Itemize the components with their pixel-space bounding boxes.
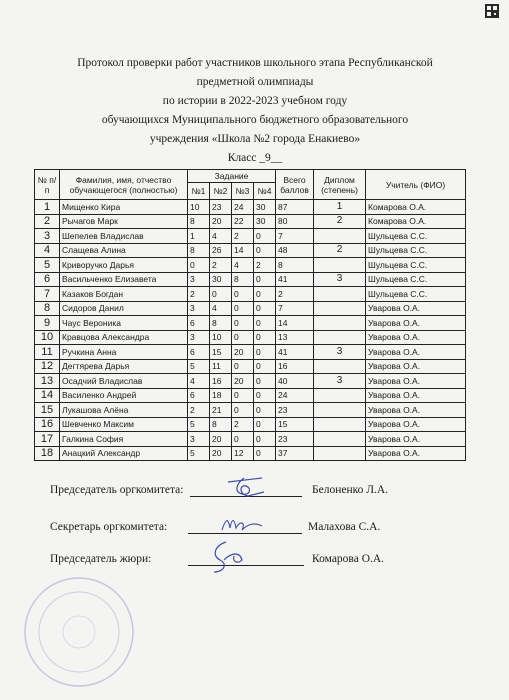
signature-role: Секретарь оргкомитета: bbox=[50, 521, 168, 533]
handwritten-signature-2 bbox=[218, 512, 270, 538]
task-4-score: 0 bbox=[254, 417, 276, 432]
row-number: 3 bbox=[35, 229, 60, 244]
diploma-degree: 2 bbox=[314, 243, 366, 258]
total-score: 2 bbox=[276, 287, 314, 302]
student-name: Галкина София bbox=[60, 432, 188, 447]
task-3-score: 22 bbox=[232, 214, 254, 229]
task-3-score: 0 bbox=[232, 316, 254, 331]
task-3-score: 2 bbox=[232, 417, 254, 432]
total-score: 14 bbox=[276, 316, 314, 331]
header-diploma: Диплом (степень) bbox=[314, 170, 366, 200]
table-row bbox=[35, 214, 466, 229]
total-score: 40 bbox=[276, 374, 314, 389]
task-3-score: 4 bbox=[232, 258, 254, 273]
task-2-score: 21 bbox=[210, 403, 232, 418]
task-2-score: 2 bbox=[210, 258, 232, 273]
task-3-score: 0 bbox=[232, 388, 254, 403]
round-stamp-icon bbox=[14, 572, 144, 692]
student-name: Рычагов Марк bbox=[60, 214, 188, 229]
task-1-score: 3 bbox=[188, 301, 210, 316]
total-score: 87 bbox=[276, 200, 314, 215]
teacher-name: Шульцева С.С. bbox=[366, 243, 466, 258]
student-name: Лукашова Алёна bbox=[60, 403, 188, 418]
task-2-score: 4 bbox=[210, 229, 232, 244]
task-4-score: 0 bbox=[254, 316, 276, 331]
task-2-score: 20 bbox=[210, 432, 232, 447]
table-row bbox=[35, 200, 466, 215]
task-4-score: 0 bbox=[254, 301, 276, 316]
table-row bbox=[35, 287, 466, 302]
row-number: 4 bbox=[35, 243, 60, 258]
task-3-score: 0 bbox=[232, 301, 254, 316]
teacher-name: Уварова О.А. bbox=[366, 316, 466, 331]
signature-role: Председатель оргкомитета: bbox=[50, 484, 184, 496]
header-task: Задание bbox=[188, 170, 276, 183]
diploma-degree: 3 bbox=[314, 272, 366, 287]
row-number: 12 bbox=[35, 359, 60, 374]
student-name: Криворучко Дарья bbox=[60, 258, 188, 273]
task-1-score: 5 bbox=[188, 446, 210, 461]
title-line: обучающихся Муниципального бюджетного образовательного bbox=[101, 114, 409, 126]
diploma-degree bbox=[314, 403, 366, 418]
task-2-score: 4 bbox=[210, 301, 232, 316]
task-1-score: 1 bbox=[188, 229, 210, 244]
signature-name: Малахова С.А. bbox=[308, 521, 381, 533]
row-number: 18 bbox=[35, 446, 60, 461]
header-task-2: №2 bbox=[210, 183, 232, 200]
diploma-degree bbox=[314, 446, 366, 461]
task-2-score: 18 bbox=[210, 388, 232, 403]
total-score: 13 bbox=[276, 330, 314, 345]
task-1-score: 5 bbox=[188, 359, 210, 374]
total-score: 16 bbox=[276, 359, 314, 374]
task-3-score: 0 bbox=[232, 359, 254, 374]
table-row bbox=[35, 345, 466, 360]
diploma-degree bbox=[314, 316, 366, 331]
row-number: 1 bbox=[35, 200, 60, 215]
task-2-score: 23 bbox=[210, 200, 232, 215]
task-2-score: 11 bbox=[210, 359, 232, 374]
header-name: Фамилия, имя, отчество обучающегося (полностью) bbox=[60, 170, 188, 200]
handwritten-signature-3 bbox=[206, 538, 250, 576]
task-2-score: 16 bbox=[210, 374, 232, 389]
student-name: Шепелев Владислав bbox=[60, 229, 188, 244]
signature-name: Комарова О.А. bbox=[312, 553, 385, 565]
task-3-score: 0 bbox=[232, 432, 254, 447]
task-2-score: 30 bbox=[210, 272, 232, 287]
teacher-name: Комарова О.А. bbox=[366, 200, 466, 215]
task-2-score: 0 bbox=[210, 287, 232, 302]
header-task-1: №1 bbox=[188, 183, 210, 200]
table-row bbox=[35, 301, 466, 316]
task-1-score: 0 bbox=[188, 258, 210, 273]
student-name: Кравцова Александра bbox=[60, 330, 188, 345]
teacher-name: Уварова О.А. bbox=[366, 301, 466, 316]
student-name: Чаус Вероника bbox=[60, 316, 188, 331]
task-1-score: 6 bbox=[188, 388, 210, 403]
student-name: Слащева Алина bbox=[60, 243, 188, 258]
teacher-name: Уварова О.А. bbox=[366, 403, 466, 418]
diploma-degree bbox=[314, 258, 366, 273]
task-4-score: 0 bbox=[254, 272, 276, 287]
student-name: Казаков Богдан bbox=[60, 287, 188, 302]
task-2-score: 8 bbox=[210, 417, 232, 432]
diploma-degree: 3 bbox=[314, 345, 366, 360]
total-score: 48 bbox=[276, 243, 314, 258]
signature-role: Председатель жюри: bbox=[50, 553, 152, 565]
task-1-score: 3 bbox=[188, 272, 210, 287]
header-total: Всего баллов bbox=[276, 170, 314, 200]
title-line: Протокол проверки работ участников школьного этапа Республиканской bbox=[77, 57, 433, 69]
total-score: 7 bbox=[276, 301, 314, 316]
row-number: 5 bbox=[35, 258, 60, 273]
table-row bbox=[35, 388, 466, 403]
row-number: 11 bbox=[35, 345, 60, 360]
diploma-degree bbox=[314, 432, 366, 447]
task-2-score: 20 bbox=[210, 214, 232, 229]
task-3-score: 14 bbox=[232, 243, 254, 258]
teacher-name: Шульцева С.С. bbox=[366, 272, 466, 287]
diploma-degree: 2 bbox=[314, 214, 366, 229]
task-4-score: 0 bbox=[254, 243, 276, 258]
title-line: учреждения «Школа №2 города Енакиево» bbox=[149, 133, 361, 145]
task-3-score: 24 bbox=[232, 200, 254, 215]
task-3-score: 20 bbox=[232, 345, 254, 360]
total-score: 23 bbox=[276, 432, 314, 447]
header-number: № п/п bbox=[35, 170, 60, 200]
student-name: Мищенко Кира bbox=[60, 200, 188, 215]
student-name: Васильченко Елизавета bbox=[60, 272, 188, 287]
student-name: Сидоров Данил bbox=[60, 301, 188, 316]
task-3-score: 0 bbox=[232, 403, 254, 418]
total-score: 15 bbox=[276, 417, 314, 432]
title-line: предметной олимпиады bbox=[196, 76, 314, 88]
task-3-score: 20 bbox=[232, 374, 254, 389]
row-number: 6 bbox=[35, 272, 60, 287]
student-name: Ручкина Анна bbox=[60, 345, 188, 360]
task-3-score: 12 bbox=[232, 446, 254, 461]
student-name: Василенко Андрей bbox=[60, 388, 188, 403]
diploma-degree: 3 bbox=[314, 374, 366, 389]
teacher-name: Уварова О.А. bbox=[366, 330, 466, 345]
task-3-score: 0 bbox=[232, 287, 254, 302]
diploma-degree bbox=[314, 417, 366, 432]
task-4-score: 0 bbox=[254, 432, 276, 447]
task-1-score: 6 bbox=[188, 345, 210, 360]
total-score: 41 bbox=[276, 345, 314, 360]
total-score: 37 bbox=[276, 446, 314, 461]
task-4-score: 2 bbox=[254, 258, 276, 273]
header-teacher: Учитель (ФИО) bbox=[366, 170, 466, 200]
header-task-4: №4 bbox=[254, 183, 276, 200]
task-1-score: 3 bbox=[188, 432, 210, 447]
table-row bbox=[35, 243, 466, 258]
total-score: 8 bbox=[276, 258, 314, 273]
row-number: 16 bbox=[35, 417, 60, 432]
table-row bbox=[35, 258, 466, 273]
teacher-name: Уварова О.А. bbox=[366, 388, 466, 403]
title-line: по истории в 2022-2023 учебном году bbox=[162, 95, 348, 107]
task-4-score: 0 bbox=[254, 330, 276, 345]
table-row bbox=[35, 417, 466, 432]
qr-stamp-icon bbox=[485, 4, 499, 18]
table-row bbox=[35, 403, 466, 418]
row-number: 2 bbox=[35, 214, 60, 229]
teacher-name: Уварова О.А. bbox=[366, 417, 466, 432]
class-line: Класс _9__ bbox=[227, 152, 283, 164]
total-score: 80 bbox=[276, 214, 314, 229]
teacher-name: Шульцева С.С. bbox=[366, 258, 466, 273]
table-row bbox=[35, 446, 466, 461]
student-name: Анацкий Александр bbox=[60, 446, 188, 461]
teacher-name: Уварова О.А. bbox=[366, 446, 466, 461]
task-4-score: 0 bbox=[254, 359, 276, 374]
teacher-name: Уварова О.А. bbox=[366, 432, 466, 447]
teacher-name: Шульцева С.С. bbox=[366, 229, 466, 244]
row-number: 13 bbox=[35, 374, 60, 389]
task-1-score: 4 bbox=[188, 374, 210, 389]
diploma-degree bbox=[314, 330, 366, 345]
document-title bbox=[40, 54, 470, 168]
diploma-degree bbox=[314, 229, 366, 244]
total-score: 41 bbox=[276, 272, 314, 287]
table-row bbox=[35, 229, 466, 244]
table-row bbox=[35, 359, 466, 374]
diploma-degree bbox=[314, 359, 366, 374]
task-1-score: 10 bbox=[188, 200, 210, 215]
row-number: 8 bbox=[35, 301, 60, 316]
task-4-score: 30 bbox=[254, 200, 276, 215]
row-number: 9 bbox=[35, 316, 60, 331]
diploma-degree bbox=[314, 301, 366, 316]
results-table bbox=[34, 169, 466, 461]
task-2-score: 20 bbox=[210, 446, 232, 461]
task-2-score: 10 bbox=[210, 330, 232, 345]
task-4-score: 0 bbox=[254, 446, 276, 461]
task-4-score: 0 bbox=[254, 403, 276, 418]
task-2-score: 8 bbox=[210, 316, 232, 331]
row-number: 7 bbox=[35, 287, 60, 302]
task-4-score: 0 bbox=[254, 287, 276, 302]
total-score: 24 bbox=[276, 388, 314, 403]
teacher-name: Шульцева С.С. bbox=[366, 287, 466, 302]
table-row bbox=[35, 432, 466, 447]
task-4-score: 0 bbox=[254, 388, 276, 403]
total-score: 23 bbox=[276, 403, 314, 418]
header-task-3: №3 bbox=[232, 183, 254, 200]
table-row bbox=[35, 330, 466, 345]
task-3-score: 8 bbox=[232, 272, 254, 287]
task-3-score: 0 bbox=[232, 330, 254, 345]
task-4-score: 0 bbox=[254, 229, 276, 244]
row-number: 14 bbox=[35, 388, 60, 403]
task-4-score: 0 bbox=[254, 345, 276, 360]
task-1-score: 6 bbox=[188, 316, 210, 331]
diploma-degree bbox=[314, 287, 366, 302]
teacher-name: Уварова О.А. bbox=[366, 345, 466, 360]
handwritten-signature-1 bbox=[222, 474, 270, 500]
student-name: Осадчий Владислав bbox=[60, 374, 188, 389]
row-number: 17 bbox=[35, 432, 60, 447]
signature-name: Белоненко Л.А. bbox=[312, 484, 389, 496]
task-2-score: 15 bbox=[210, 345, 232, 360]
task-1-score: 8 bbox=[188, 214, 210, 229]
student-name: Шевченко Максим bbox=[60, 417, 188, 432]
task-1-score: 2 bbox=[188, 403, 210, 418]
task-1-score: 8 bbox=[188, 243, 210, 258]
table-row bbox=[35, 316, 466, 331]
row-number: 15 bbox=[35, 403, 60, 418]
teacher-name: Уварова О.А. bbox=[366, 374, 466, 389]
diploma-degree bbox=[314, 388, 366, 403]
table-row bbox=[35, 272, 466, 287]
task-2-score: 26 bbox=[210, 243, 232, 258]
student-name: Дегтярева Дарья bbox=[60, 359, 188, 374]
teacher-name: Уварова О.А. bbox=[366, 359, 466, 374]
task-1-score: 3 bbox=[188, 330, 210, 345]
task-4-score: 0 bbox=[254, 374, 276, 389]
teacher-name: Комарова О.А. bbox=[366, 214, 466, 229]
total-score: 7 bbox=[276, 229, 314, 244]
task-1-score: 2 bbox=[188, 287, 210, 302]
row-number: 10 bbox=[35, 330, 60, 345]
table-row bbox=[35, 374, 466, 389]
diploma-degree: 1 bbox=[314, 200, 366, 215]
task-4-score: 30 bbox=[254, 214, 276, 229]
task-1-score: 5 bbox=[188, 417, 210, 432]
task-3-score: 2 bbox=[232, 229, 254, 244]
